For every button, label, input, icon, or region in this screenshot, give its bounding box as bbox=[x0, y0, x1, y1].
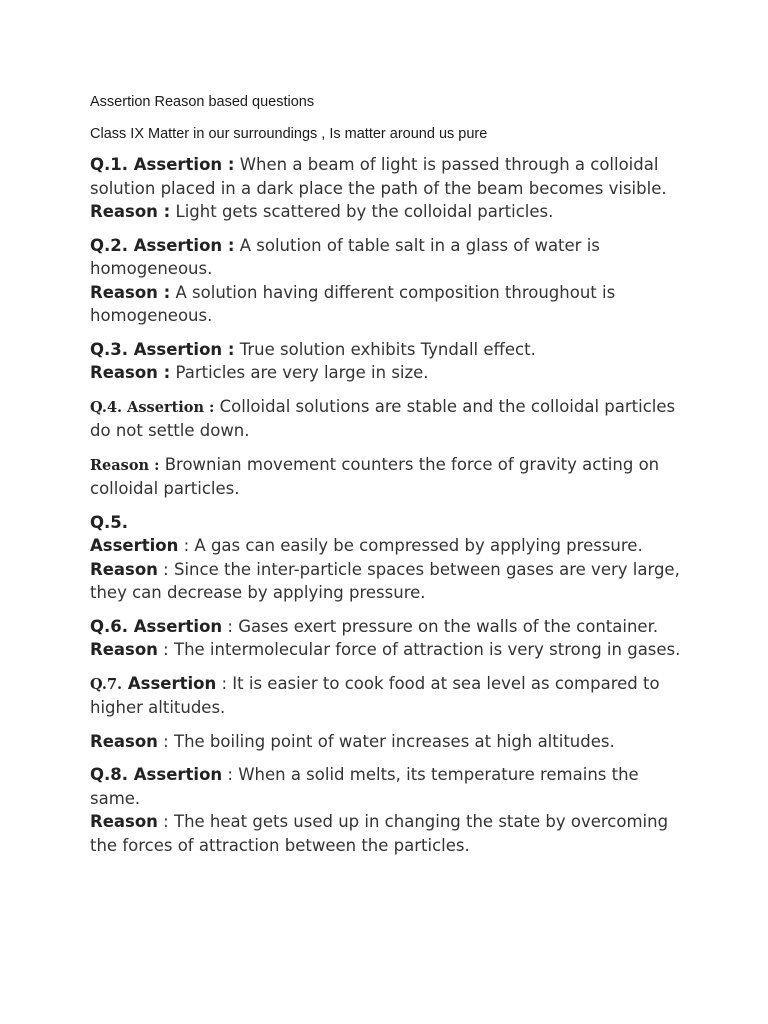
question-label: Q.4. Assertion : bbox=[90, 398, 215, 416]
reason-label: Reason bbox=[90, 640, 158, 659]
question-3 bbox=[90, 338, 690, 385]
assertion-line bbox=[90, 395, 690, 443]
assertion-text: When a beam of light is passed through a colloidal solution placed in a dark place the path of the beam becomes visible. bbox=[90, 155, 667, 198]
reason-text: : The heat gets used up in changing the state by overcoming the forces of attraction between the particles. bbox=[90, 812, 669, 855]
reason-text: : Since the inter-particle spaces between gases are very large, they can decrease by applying pressure. bbox=[90, 559, 680, 602]
question-5 bbox=[90, 511, 690, 605]
reason-line bbox=[90, 638, 690, 662]
reason-line bbox=[90, 200, 690, 224]
reason-text: : The intermolecular force of attraction is very strong in gases. bbox=[157, 640, 681, 659]
reason-text: : The boiling point of water increases at high altitudes. bbox=[157, 731, 615, 751]
reason-label: Reason bbox=[90, 812, 158, 831]
reason-text: A solution having different composition throughout is homogeneous. bbox=[90, 282, 616, 325]
assertion-text: A solution of table salt in a glass of water is homogeneous. bbox=[90, 235, 600, 278]
question-number: Q.7. bbox=[90, 675, 123, 693]
assertion-line bbox=[90, 338, 690, 362]
reason-text: Particles are very large in size. bbox=[170, 363, 429, 382]
question-label: Assertion bbox=[122, 673, 217, 693]
reason-text: Light gets scattered by the colloidal particles. bbox=[170, 202, 554, 221]
reason-text: Brownian movement counters the force of gravity acting on colloidal particles. bbox=[90, 454, 660, 498]
question-label: Q.1. Assertion : bbox=[90, 155, 235, 174]
assertion-line bbox=[90, 615, 690, 639]
question-1 bbox=[90, 153, 690, 224]
reason-line bbox=[90, 453, 690, 501]
reason-label: Reason : bbox=[90, 363, 171, 382]
question-label: Q.8. Assertion bbox=[90, 765, 223, 784]
question-6 bbox=[90, 615, 690, 662]
reason-label: Reason bbox=[90, 731, 158, 751]
reason-line bbox=[90, 558, 690, 605]
question-2 bbox=[90, 234, 690, 328]
document-subtitle: Class IX Matter in our surroundings , Is matter around us pure bbox=[90, 126, 488, 142]
assertion-line bbox=[90, 153, 690, 200]
reason-line bbox=[90, 281, 690, 328]
assertion-text: Colloidal solutions are stable and the colloidal particles do not settle down. bbox=[90, 396, 676, 440]
question-8 bbox=[90, 763, 690, 857]
question-number: Q.5. bbox=[90, 512, 129, 532]
reason-label: Reason : bbox=[90, 202, 171, 221]
question-label: Q.2. Assertion : bbox=[90, 235, 235, 255]
assertion-line bbox=[90, 672, 690, 720]
assertion-line bbox=[90, 234, 690, 281]
assertion-text: : When a solid melts, its temperature remains the same. bbox=[90, 765, 639, 808]
assertion-line bbox=[90, 763, 690, 810]
assertion-text: : A gas can easily be compressed by applying pressure. bbox=[178, 536, 643, 555]
question-label: Q.6. Assertion bbox=[90, 616, 223, 636]
assertion-text: : Gases exert pressure on the walls of the container. bbox=[222, 616, 659, 636]
assertion-text: : It is easier to cook food at sea level as compared to higher altitudes. bbox=[90, 673, 660, 717]
reason-label: Reason bbox=[90, 559, 158, 579]
question-list bbox=[90, 153, 690, 867]
reason-label: Reason : bbox=[90, 282, 171, 302]
reason-line bbox=[90, 361, 690, 385]
reason-label: Reason : bbox=[90, 456, 160, 474]
question-label: Assertion bbox=[90, 536, 179, 555]
assertion-line bbox=[90, 534, 690, 558]
assertion-text: True solution exhibits Tyndall effect. bbox=[234, 339, 536, 359]
question-4 bbox=[90, 395, 690, 501]
document-title: Assertion Reason based questions bbox=[90, 94, 315, 110]
question-7 bbox=[90, 672, 690, 754]
question-label: Q.3. Assertion : bbox=[90, 339, 235, 359]
reason-line bbox=[90, 810, 690, 857]
reason-line bbox=[90, 730, 690, 754]
